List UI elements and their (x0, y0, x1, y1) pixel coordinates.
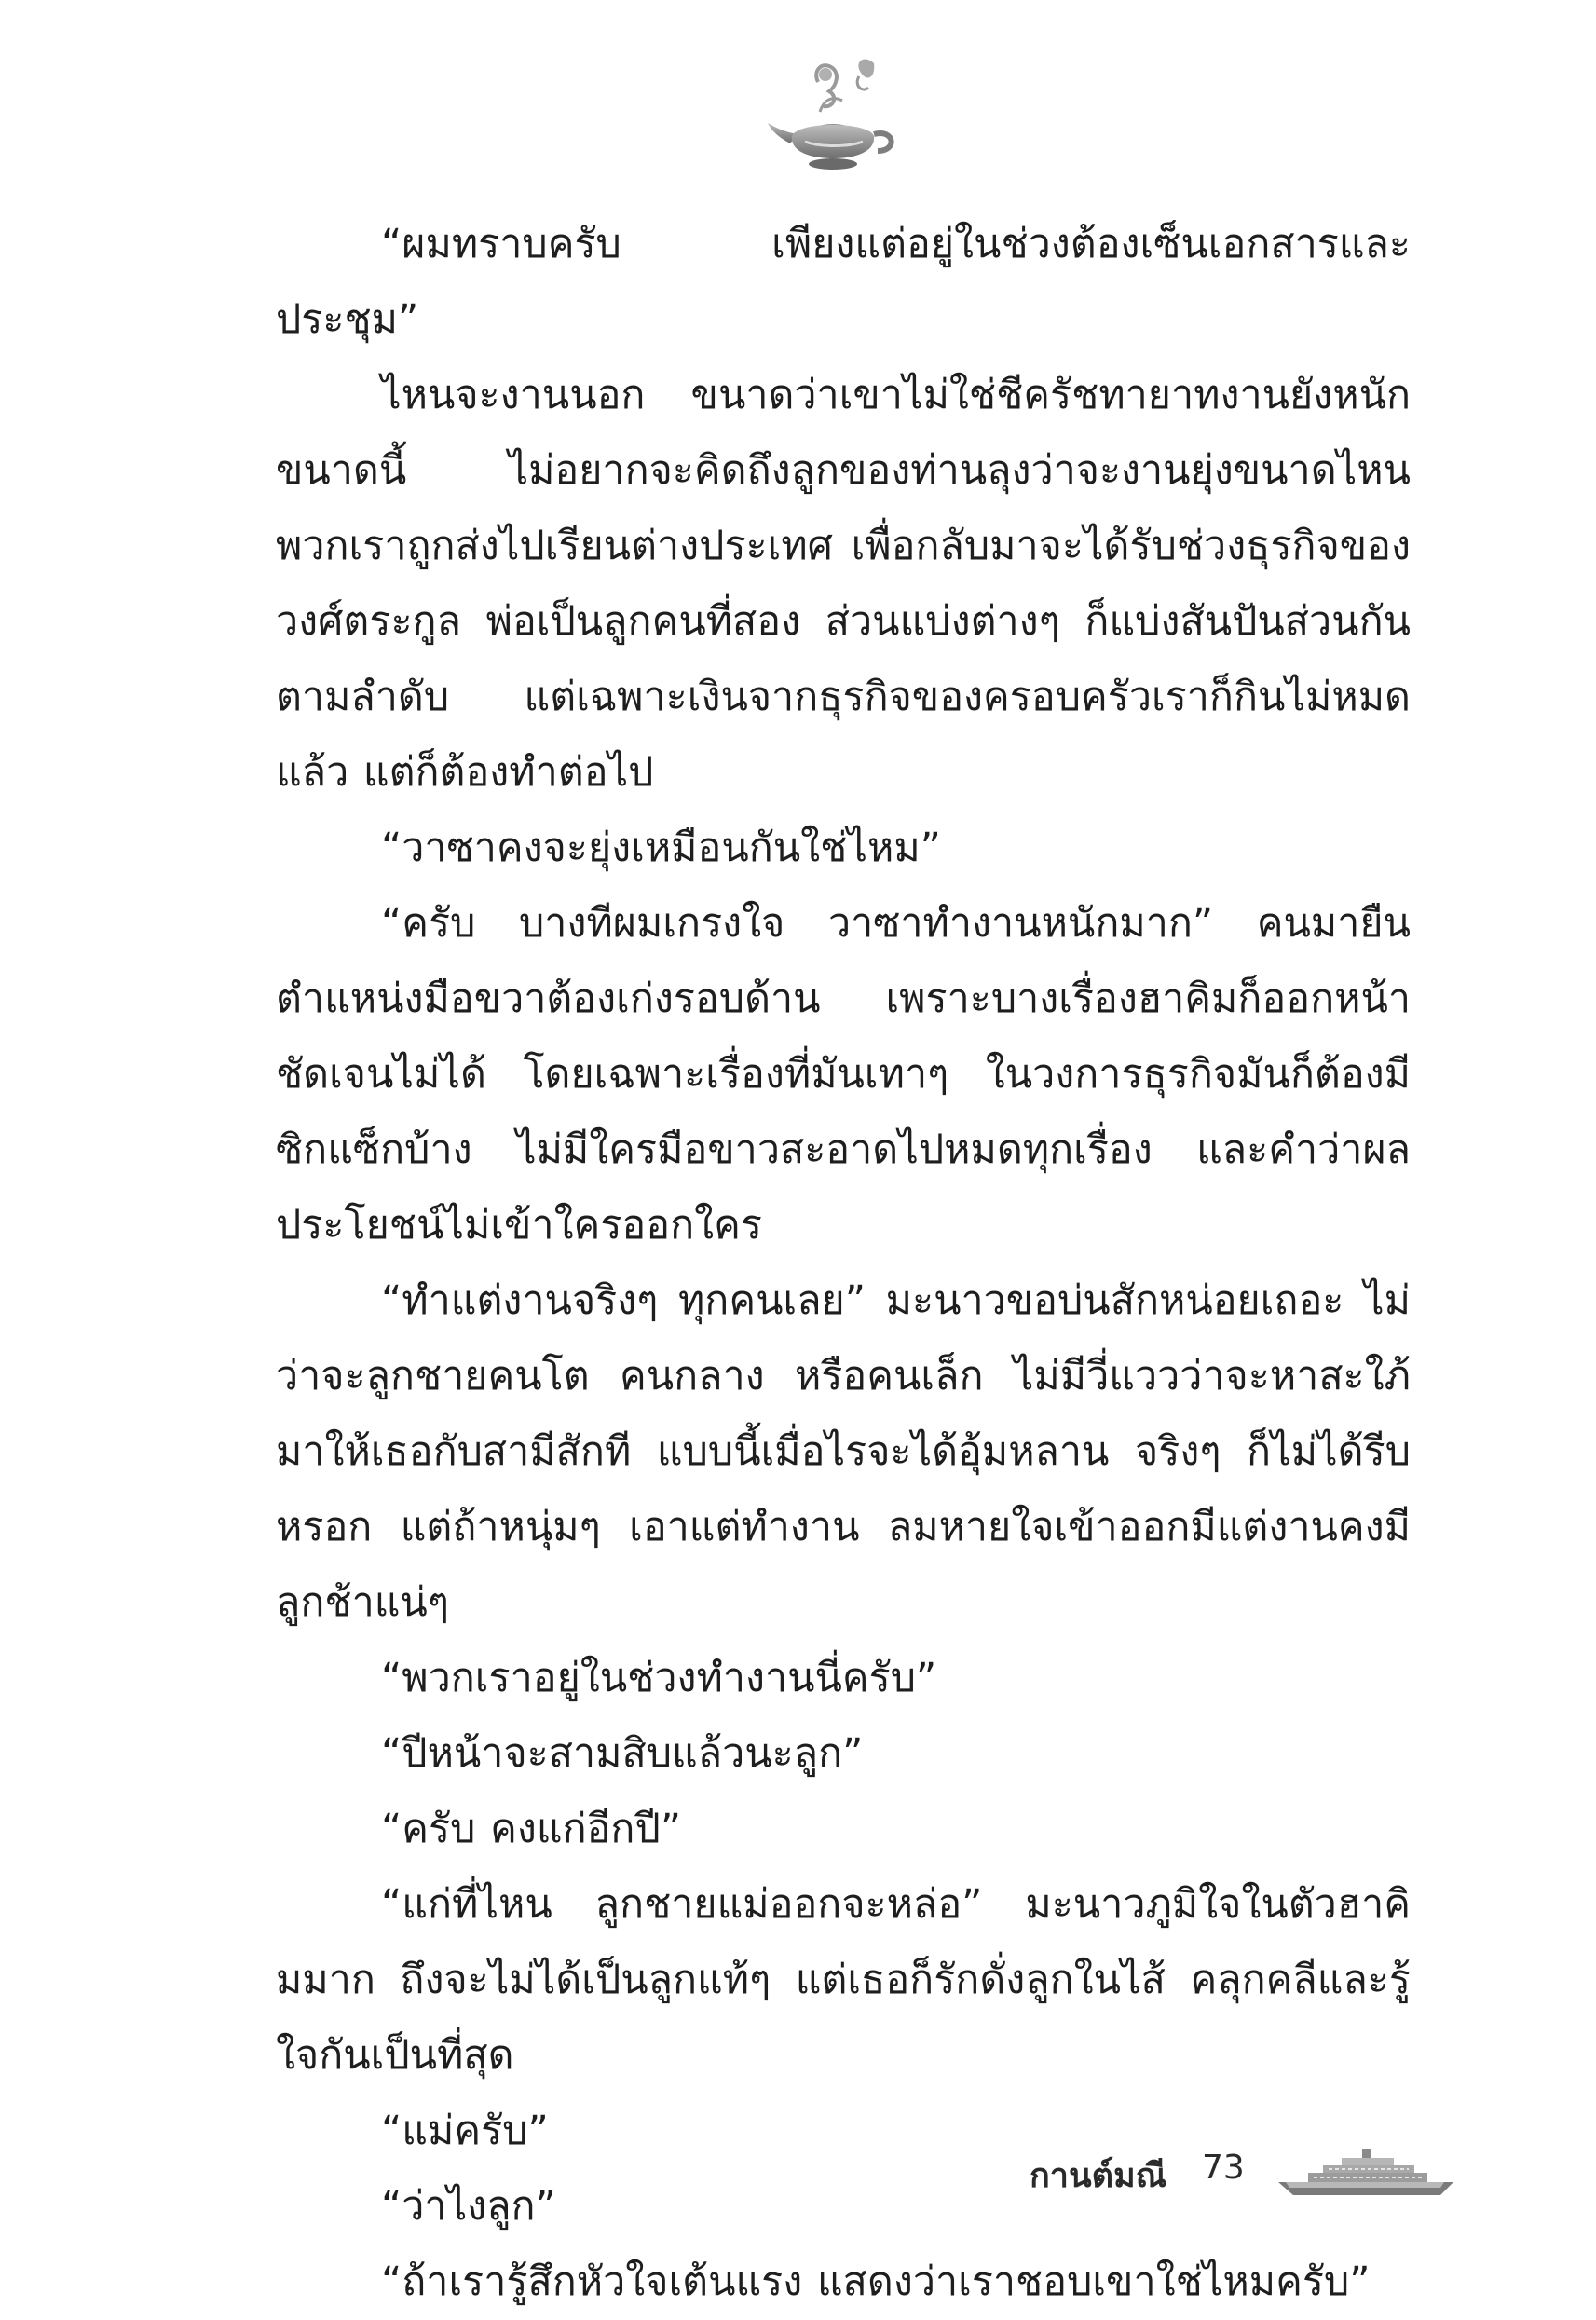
page-number: 73 (1202, 2149, 1245, 2187)
paragraph: “ทำแต่งานจริงๆ ทุกคนเลย” มะนาวขอบ่นสักหน่อยเถอะ ไม่ว่าจะลูกชายคนโต คนกลาง หรือคนเล็ก ไม่มีวี่แววว่าจะหาสะใภ้มาให้เธอกับสามีสักที แบบนี้เมื่อไรจะได้อุ้มหลาน จริงๆ ก็ไม่ได้รีบหรอก แต่ถ้าหนุ่มๆ เอาแต่ทำงาน ลมหายใจเข้าออกมีแต่งานคงมีลูกช้าแน่ๆ (276, 1277, 1411, 1626)
book-title: กานต์มณี (1030, 2157, 1167, 2195)
paragraph: “ถ้าเรารู้สึกหัวใจเต้นแรง แสดงว่าเราชอบเขาใช่ไหมครับ” (381, 2259, 1371, 2305)
body-text (276, 207, 1411, 2320)
paragraph: “ว่าไงลูก” (381, 2183, 556, 2230)
paragraph: “วาซาคงจะยุ่งเหมือนกันใช่ไหม” (381, 825, 941, 871)
paragraph: “แก่ที่ไหน ลูกชายแม่ออกจะหล่อ” มะนาวภูมิใจในตัวฮาคิมมาก ถึงจะไม่ได้เป็นลูกแท้ๆ แต่เธอก็รักดั่งลูกในไส้ คลุกคลีและรู้ใจกันเป็นที่สุด (276, 1881, 1411, 2079)
paragraph: “ปีหน้าจะสามสิบแล้วนะลูก” (381, 1730, 864, 1777)
paragraph: “ครับ บางทีผมเกรงใจ วาซาทำงานหนักมาก” คนมายืนตำแหน่งมือขวาต้องเก่งรอบด้าน เพราะบางเรื่องฮาคิมก็ออกหน้าชัดเจนไม่ได้ โดยเฉพาะเรื่องที่มันเทาๆ ในวงการธุรกิจมันก็ต้องมีซิกแซ็กบ้าง ไม่มีใครมือขาวสะอาดไปหมดทุกเรื่อง และคำว่าผลประโยชน์ไม่เข้าใครออกใคร (276, 900, 1411, 1249)
paragraph: “พวกเราอยู่ในช่วงทำงานนี่ครับ” (381, 1655, 937, 1701)
paragraph: ไหนจะงานนอก ขนาดว่าเขาไม่ใช่ชีครัชทายาทงานยังหนักขนาดนี้ ไม่อยากจะคิดถึงลูกของท่านลุงว่าจะงานยุ่งขนาดไหน พวกเราถูกส่งไปเรียนต่างประเทศ เพื่อกลับมาจะได้รับช่วงธุรกิจของวงศ์ตระกูล พ่อเป็นลูกคนที่สอง ส่วนแบ่งต่างๆ ก็แบ่งสันปันส่วนกันตามลำดับ แต่เฉพาะเงินจากธุรกิจของครอบครัวเราก็กินไม่หมดแล้ว แต่ก็ต้องทำต่อไป (276, 372, 1411, 796)
paragraph: “ครับ คงแก่อีกปี” (381, 1806, 682, 1852)
paragraph: “ผมทราบครับ เพียงแต่อยู่ในช่วงต้องเซ็นเอกสารและประชุม” (276, 221, 1411, 343)
page-footer (1030, 2143, 1467, 2208)
cruise-ship-icon (1276, 2145, 1458, 2201)
genie-lamp-icon (764, 54, 904, 175)
paragraph: “แม่ครับ” (381, 2108, 549, 2154)
